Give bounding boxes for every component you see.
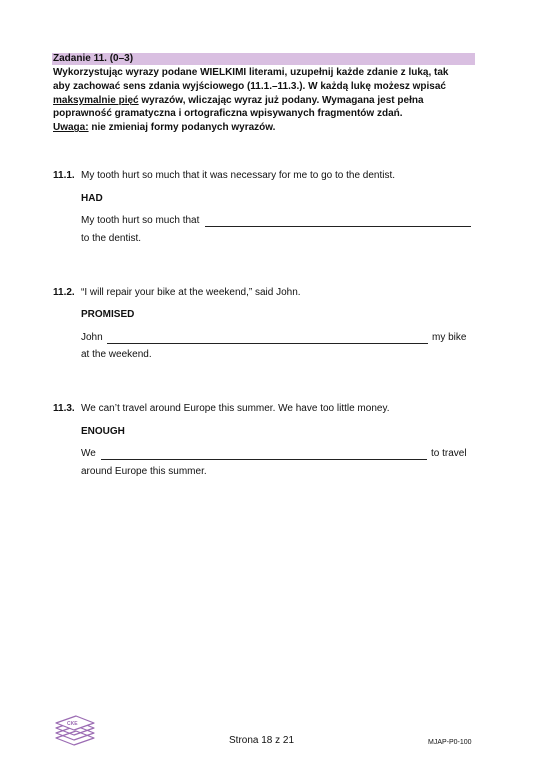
item-prefix: We: [81, 448, 96, 459]
answer-blank[interactable]: [101, 459, 427, 460]
item-source-sentence: “I will repair your bike at the weekend,” said John.: [81, 287, 301, 298]
document-code: MJAP-P0-100: [428, 739, 472, 746]
instruction-line: poprawność gramatyczna i ortograficzna wpisywanych fragmentów zdań.: [53, 108, 403, 120]
item-keyword: PROMISED: [81, 309, 135, 320]
item-prefix: My tooth hurt so much that: [81, 215, 200, 226]
item-source-sentence: My tooth hurt so much that it was necessary for me to go to the dentist.: [81, 170, 396, 181]
item-continuation: at the weekend.: [81, 349, 152, 360]
cke-logo-icon: [52, 712, 98, 746]
note-text: nie zmieniaj formy podanych wyrazów.: [88, 122, 276, 134]
instruction-emphasis: maksymalnie pięć: [53, 94, 139, 106]
item-keyword: HAD: [81, 193, 103, 204]
item-continuation: around Europe this summer.: [81, 466, 207, 477]
item-suffix: my bike: [432, 332, 467, 343]
task-instructions: [53, 66, 483, 135]
answer-blank[interactable]: [205, 226, 471, 227]
item-keyword: ENOUGH: [81, 426, 125, 437]
instruction-line: Wykorzystując wyrazy podane WIELKIMI literami, uzupełnij każde zdanie z luką, tak: [53, 67, 449, 78]
instruction-text: wyrazów, wliczając wyraz już podany. Wymagana jest pełna: [138, 94, 424, 106]
instruction-line: [53, 121, 483, 135]
task-header: Zadanie 11. (0–3): [52, 53, 475, 65]
svg-text:CKE: CKE: [67, 721, 78, 727]
answer-blank[interactable]: [107, 343, 428, 344]
item-source-sentence: We can’t travel around Europe this summer. We have too little money.: [81, 403, 390, 414]
item-continuation: to the dentist.: [81, 233, 142, 244]
item-number: 11.2.: [53, 287, 75, 298]
instruction-line: [53, 94, 483, 108]
item-number: 11.3.: [53, 403, 75, 414]
item-suffix: to travel: [431, 448, 467, 459]
instruction-line: aby zachować sens zdania wyjściowego (11.1.–11.3.). W każdą lukę możesz wpisać: [53, 80, 446, 92]
item-number: 11.1.: [53, 170, 75, 181]
page-number: Strona 18 z 21: [229, 735, 295, 746]
note-label: Uwaga:: [53, 122, 89, 134]
item-prefix: John: [81, 332, 103, 343]
